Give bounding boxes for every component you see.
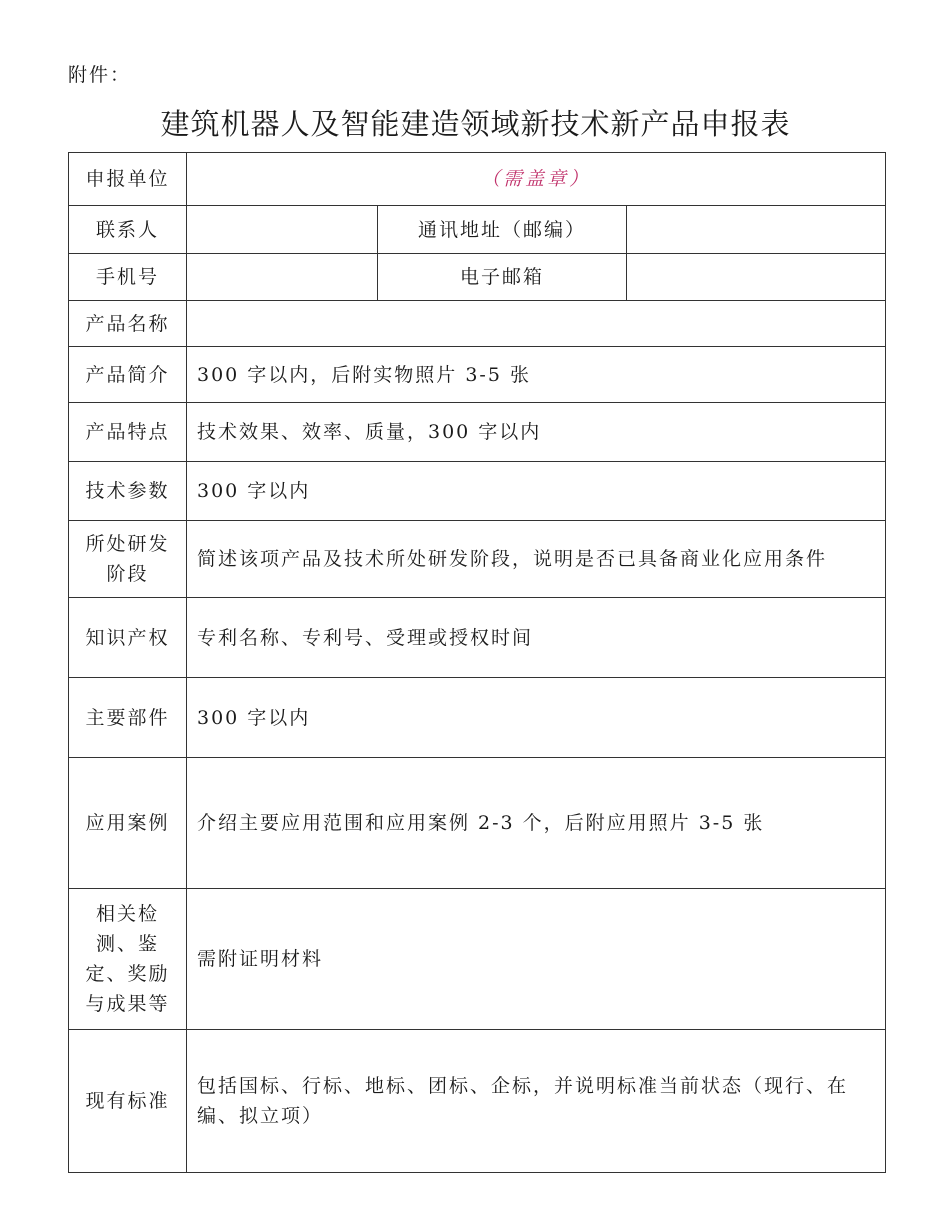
row-main-parts [69,678,886,758]
rd-stage-field[interactable]: 简述该项产品及技术所处研发阶段，说明是否已具备商业化应用条件 [187,521,886,598]
product-intro-field[interactable]: 300 字以内，后附实物照片 3-5 张 [187,347,886,403]
row-cases [69,758,886,889]
product-name-label: 产品名称 [69,301,187,347]
row-ip [69,598,886,678]
applicant-unit-label: 申报单位 [69,153,187,206]
row-mobile [69,254,886,301]
standards-label: 现有标准 [69,1030,187,1173]
row-applicant-unit [69,153,886,206]
cases-field[interactable]: 介绍主要应用范围和应用案例 2-3 个，后附应用照片 3-5 张 [187,758,886,889]
row-product-intro [69,347,886,403]
ip-field[interactable]: 专利名称、专利号、受理或授权时间 [187,598,886,678]
row-tech-params [69,462,886,521]
ip-label: 知识产权 [69,598,187,678]
contact-person-field[interactable] [187,206,378,254]
rd-stage-label: 所处研发阶段 [69,521,187,598]
main-parts-label: 主要部件 [69,678,187,758]
form-title: 建筑机器人及智能建造领域新技术新产品申报表 [160,107,791,141]
attachment-label: 附件： [68,64,132,86]
row-certs [69,889,886,1030]
address-label: 通讯地址（邮编） [378,206,627,254]
address-field[interactable] [627,206,886,254]
application-form-table [68,152,886,1173]
seal-required-note: （需盖章） [480,168,591,190]
mobile-field[interactable] [187,254,378,301]
certs-label: 相关检测、鉴定、奖励与成果等 [69,889,187,1030]
email-label: 电子邮箱 [378,254,627,301]
email-field[interactable] [627,254,886,301]
row-rd-stage [69,521,886,598]
main-parts-field[interactable]: 300 字以内 [187,678,886,758]
product-name-field[interactable] [187,301,886,347]
product-intro-label: 产品简介 [69,347,187,403]
tech-params-field[interactable]: 300 字以内 [187,462,886,521]
standards-field[interactable]: 包括国标、行标、地标、团标、企标，并说明标准当前状态（现行、在编、拟立项） [187,1030,886,1173]
row-contact [69,206,886,254]
tech-params-label: 技术参数 [69,462,187,521]
contact-person-label: 联系人 [69,206,187,254]
applicant-unit-field[interactable] [187,153,886,206]
certs-field[interactable]: 需附证明材料 [187,889,886,1030]
row-product-features [69,403,886,462]
product-features-field[interactable]: 技术效果、效率、质量，300 字以内 [187,403,886,462]
row-product-name [69,301,886,347]
product-features-label: 产品特点 [69,403,187,462]
mobile-label: 手机号 [69,254,187,301]
cases-label: 应用案例 [69,758,187,889]
row-standards [69,1030,886,1173]
